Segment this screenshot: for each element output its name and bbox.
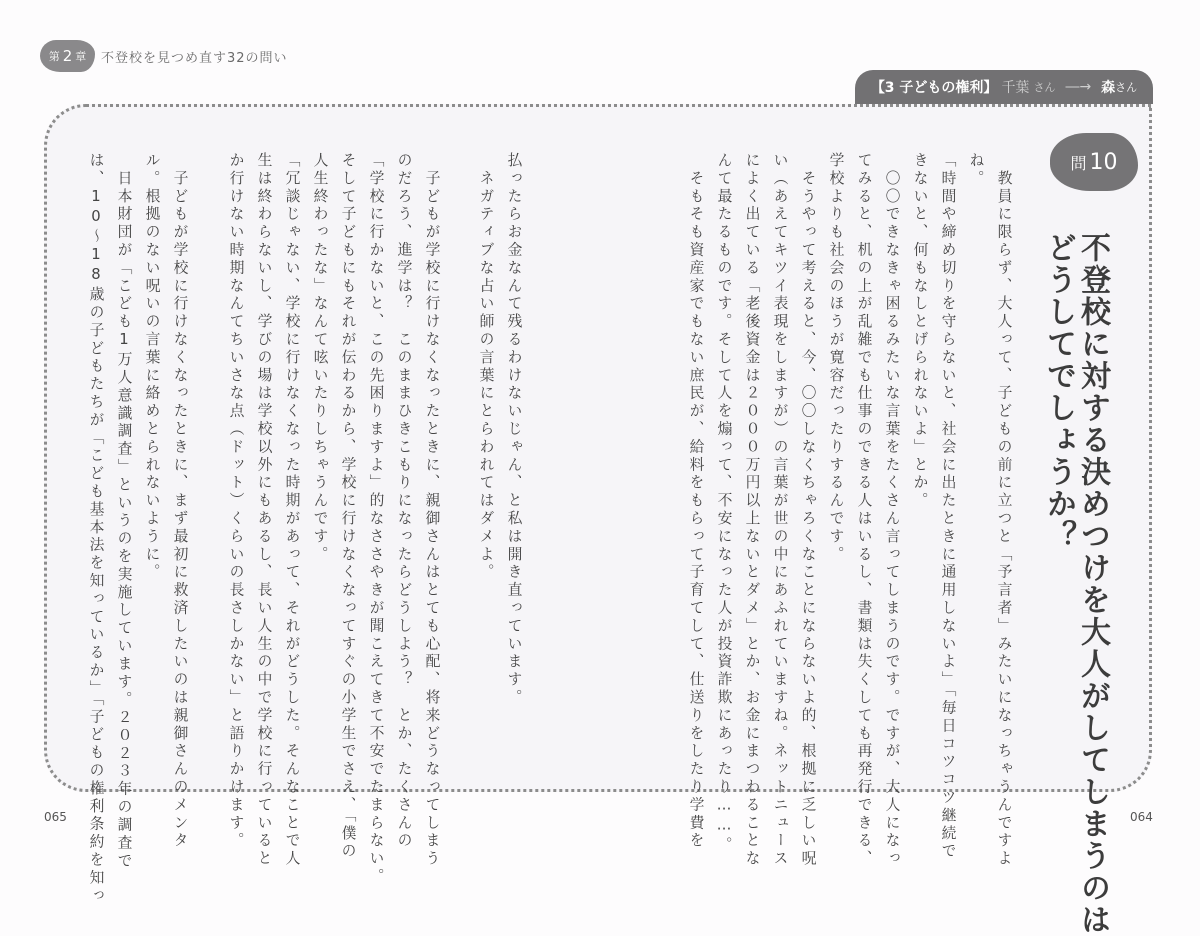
body-line: んて最たるものです。そして人を煽って、不安になった人が投資詐欺にあったり……。: [715, 152, 733, 855]
page-number-left: 065: [44, 810, 67, 824]
arrow-icon: ―→: [1065, 79, 1092, 95]
to-suffix: さん: [1115, 81, 1138, 94]
body-line: 人生終わったな」なんて呟いたりしちゃうんです。: [311, 152, 329, 564]
to-name: 森: [1101, 80, 1116, 96]
chapter-badge: [40, 40, 95, 72]
body-line: のだろう、進学は？ このままひきこもりになったらどうしよう？ とか、たくさんの: [395, 152, 413, 851]
content-panel: [44, 104, 1152, 792]
body-line: い（あえてキツイ表現をしますが）の言葉が世の中にあふれていますね。ネットニュース: [771, 152, 789, 868]
question-title-line-2: どうしてでしょうか？: [1041, 232, 1076, 552]
body-line: 払ったらお金なんて残るわけないじゃん、と私は開き直っています。: [505, 152, 523, 707]
from-suffix: さん: [1033, 81, 1056, 94]
body-line: ね。: [967, 152, 985, 188]
body-line: きないと、何もなしとげられないよ」とか。: [911, 152, 929, 510]
body-line: 日本財団が「こども1万人意識調査」というのを実施しています。２０２３年の調査で: [115, 152, 133, 871]
chapter-badge-prefix: 第: [48, 50, 60, 63]
body-line: 教員に限らず、大人って、子どもの前に立つと「予言者」みたいになっちゃうんですよ: [995, 152, 1013, 868]
body-line: そうやって考えると、今、〇〇しなくちゃろくなことにならないよ的、根拠に乏しい呪: [799, 152, 817, 868]
body-line: 学校よりも社会のほうが寛容だったりするんです。: [827, 152, 845, 564]
body-line: 〇〇できなきゃ困るみたいな言葉をたくさん言ってしまうのです。ですが、大人になっ: [883, 152, 901, 868]
body-line: は、10〜18歳の子どもたちが「こども基本法を知っているか」「子どもの権利条約を知っ: [87, 152, 105, 906]
section-header-tab: [855, 70, 1153, 104]
section-label: 【3 子どもの権利】: [870, 80, 998, 96]
body-line: そもそも資産家でもない庶民が、給料をもらって子育てして、仕送りをしたり学費を: [687, 152, 705, 851]
body-line: ネガティブな占い師の言葉にとらわれてはダメよ。: [477, 152, 495, 582]
page-number-right: 064: [1130, 810, 1153, 824]
question-number: 10: [1089, 149, 1118, 175]
body-line: 生は終わらないし、学びの場は学校以外にもあるし、長い人生の中で学校に行っていると: [255, 152, 273, 868]
body-line: 子どもが学校に行けなくなったときに、まず最初に救済したいのは親御さんのメンタ: [171, 152, 189, 851]
chapter-badge-suffix: 章: [75, 50, 87, 63]
body-line: 「学校に行かないと、この先困りますよ」的なささやきが聞こえてきて不安でたまらない。: [367, 152, 385, 886]
question-label: 問: [1070, 153, 1087, 173]
body-line: によく出ている「老後資金は２０００万円以上ないとダメ」とか、お金にまつわることな: [743, 152, 761, 868]
chapter-title: 不登校を見つめ直す32の問い: [101, 51, 288, 66]
body-line: てみると、机の上が乱雑でも仕事のできる人はいるし、書類は失くしても再発行できる、: [855, 152, 873, 868]
body-line: 子どもが学校に行けなくなったときに、親御さんはとても心配、将来どうなってしまう: [423, 152, 441, 868]
body-line: 「冗談じゃない、学校に行けなくなった時期があって、それがどうした。そんなことで人: [283, 152, 301, 868]
body-line: ル。根拠のない呪いの言葉に絡めとられないように。: [143, 152, 161, 582]
from-name: 千葉: [1001, 80, 1030, 96]
chapter-number: 2: [62, 47, 73, 65]
question-badge: [1050, 133, 1138, 191]
body-line: 「時間や締め切りを守らないと、社会に出たときに通用しないよ」「毎日コツコツ継続で: [939, 152, 957, 861]
body-line: か行けない時期なんてちいさな点（ドット）くらいの長さしかない」と語りかけます。: [227, 152, 245, 851]
question-title-line-1: 不登校に対する決めつけを大人がしてしまうのは: [1075, 232, 1110, 936]
body-line: そして子どもにもそれが伝わるから、学校に行けなくなってすぐの小学生でさえ、「僕の: [339, 152, 357, 861]
